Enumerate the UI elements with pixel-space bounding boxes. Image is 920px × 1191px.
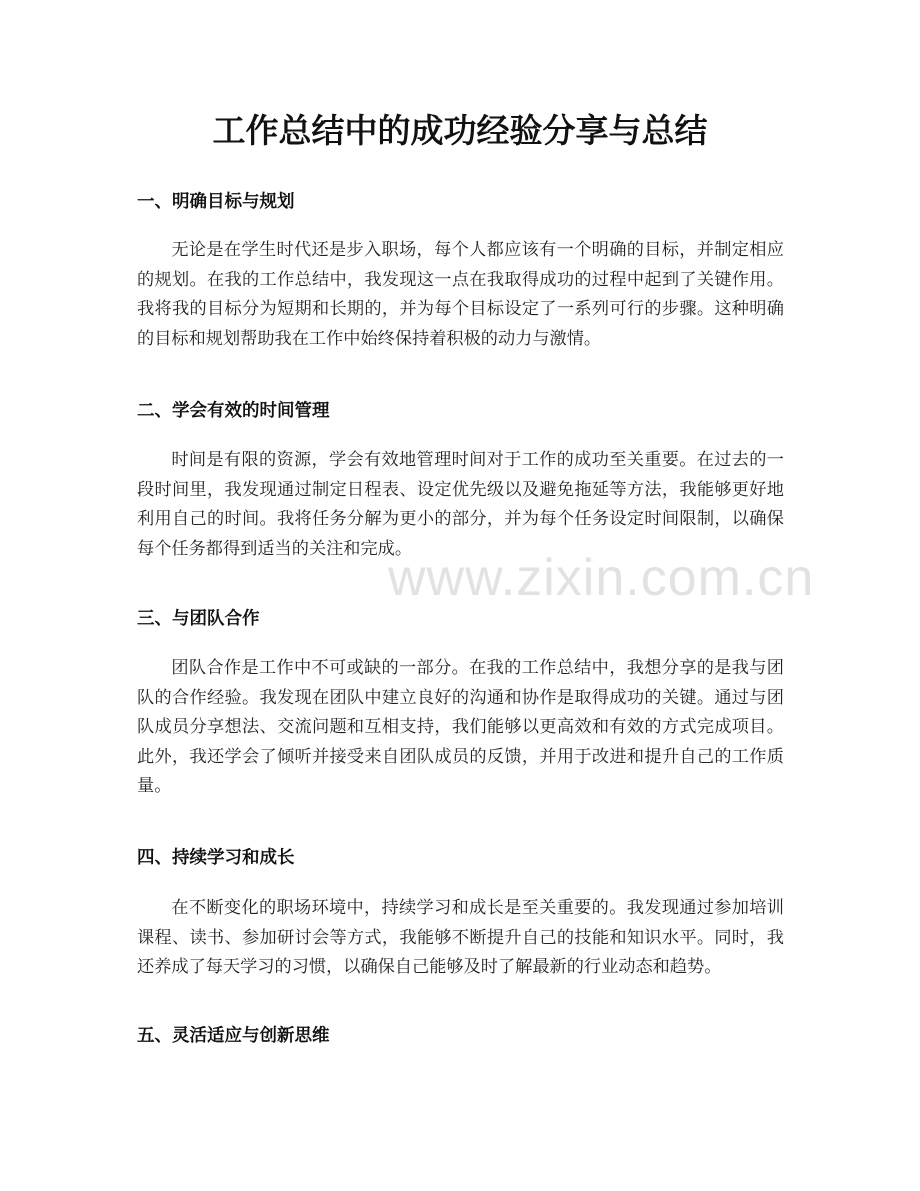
section-paragraph-2: 时间是有限的资源，学会有效地管理时间对于工作的成功至关重要。在过去的一段时间里，我发现通过制定日程表、设定优先级以及避免拖延等方法，我能够更好地利用自己的时间。我将任务分解为更小的部分，并为每个任务设定时间限制，以确保每个任务都得到适当的关注和完成。 [137, 450, 784, 559]
section-heading-1: 一、明确目标与规划 [137, 192, 295, 212]
section-heading-3: 三、与团队合作 [137, 609, 260, 629]
watermark-text: www.zixin.com.cn [388, 549, 815, 607]
section-heading-4: 四、持续学习和成长 [137, 848, 295, 868]
section-paragraph-4: 在不断变化的职场环境中，持续学习和成长是至关重要的。我发现通过参加培训课程、读书、参加研讨会等方式，我能够不断提升自己的技能和知识水平。同时，我还养成了每天学习的习惯，以确保自己能够及时了解最新的行业动态和趋势。 [137, 898, 784, 977]
section-heading-2: 二、学会有效的时间管理 [137, 401, 330, 421]
section-heading-5: 五、灵活适应与创新思维 [137, 1026, 330, 1046]
section-paragraph-3: 团队合作是工作中不可或缺的一部分。在我的工作总结中，我想分享的是我与团队的合作经验。我发现在团队中建立良好的沟通和协作是取得成功的关键。通过与团队成员分享想法、交流问题和互相支持，我们能够以更高效和有效的方式完成项目。此外，我还学会了倾听并接受来自团队成员的反馈，并用于改进和提升自己的工作质量。 [137, 658, 784, 796]
document-title: 工作总结中的成功经验分享与总结 [212, 111, 708, 150]
section-paragraph-1: 无论是在学生时代还是步入职场，每个人都应该有一个明确的目标，并制定相应的规划。在我的工作总结中，我发现这一点在我取得成功的过程中起到了关键作用。我将我的目标分为短期和长期的，并为每个目标设定了一系列可行的步骤。这种明确的目标和规划帮助我在工作中始终保持着积极的动力与激情。 [137, 240, 784, 349]
